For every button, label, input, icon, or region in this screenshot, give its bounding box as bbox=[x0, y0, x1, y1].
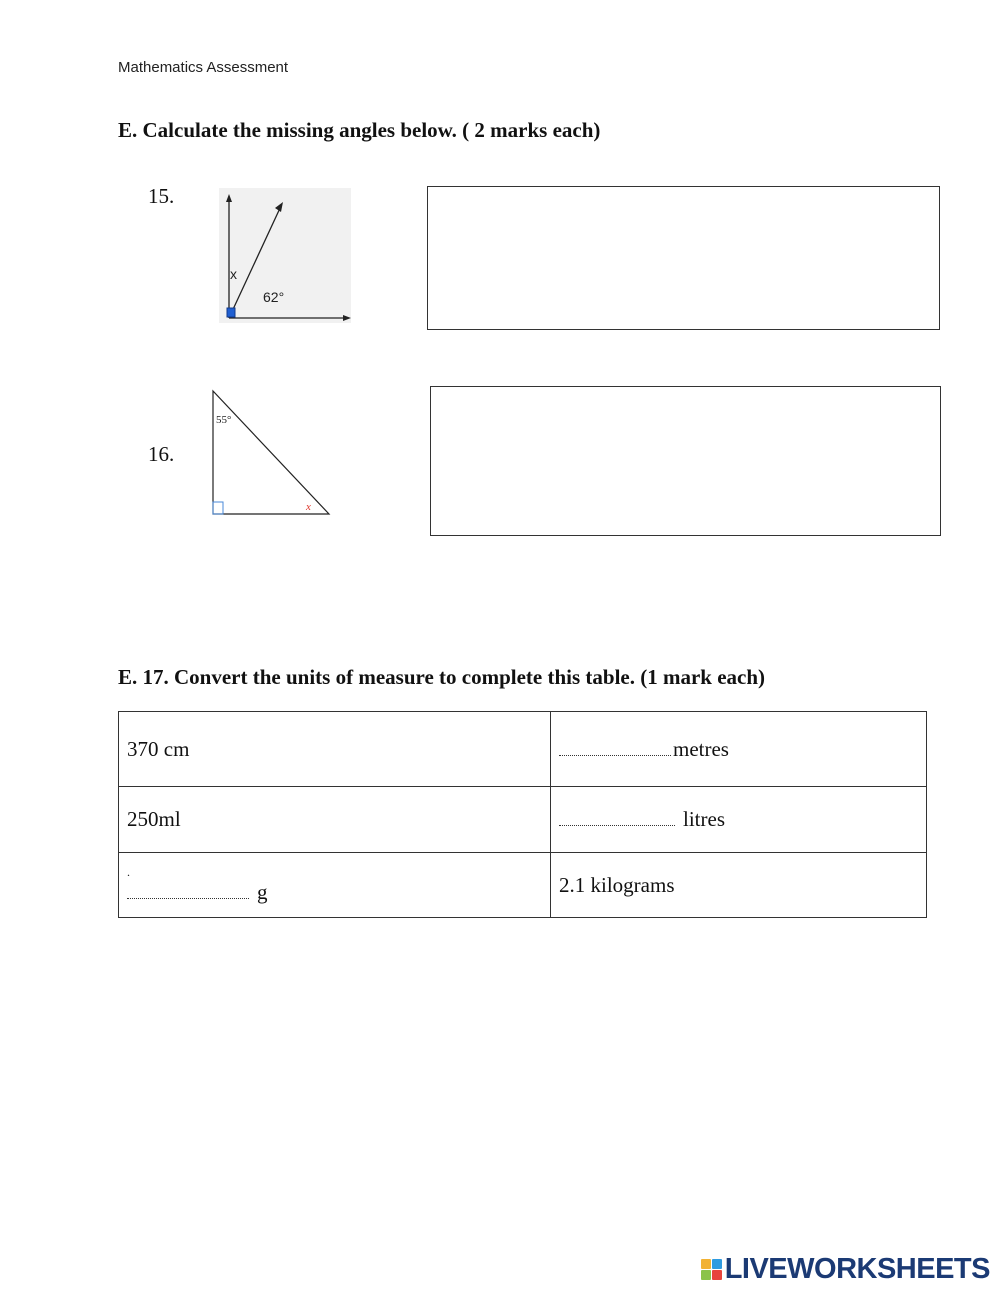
given-value: 370 cm bbox=[127, 736, 190, 761]
question-15-answer-box[interactable] bbox=[427, 186, 940, 330]
table-cell bbox=[119, 712, 551, 787]
table-cell[interactable] bbox=[551, 712, 927, 787]
known-angle-label: 55° bbox=[216, 414, 232, 426]
question-15-number: 15. bbox=[148, 184, 175, 208]
unit-label: metres bbox=[673, 736, 729, 761]
question-16-answer-box[interactable] bbox=[430, 386, 941, 536]
answer-blank[interactable] bbox=[127, 898, 249, 899]
known-angle-label: 62° bbox=[263, 289, 285, 305]
unknown-angle-label: x bbox=[306, 501, 311, 513]
question-16-number: 16. bbox=[148, 442, 175, 466]
table-row bbox=[119, 787, 927, 853]
table-row bbox=[119, 712, 927, 787]
question-15-figure bbox=[219, 188, 351, 323]
table-row bbox=[119, 853, 927, 918]
table-cell bbox=[551, 853, 927, 918]
document-header: Mathematics Assessment bbox=[118, 59, 289, 76]
table-cell[interactable] bbox=[119, 853, 551, 918]
table-cell bbox=[119, 787, 551, 853]
answer-blank[interactable] bbox=[559, 825, 675, 826]
given-value: 250ml bbox=[127, 807, 181, 831]
angle-diagram bbox=[219, 188, 351, 323]
answer-blank[interactable] bbox=[559, 755, 671, 756]
logo-mark-icon bbox=[701, 1259, 722, 1280]
angles-section-title: E. Calculate the missing angles below. ( 2 marks each) bbox=[118, 118, 601, 142]
unknown-angle-label: x bbox=[230, 266, 237, 282]
unit-label: litres bbox=[683, 807, 725, 831]
conversion-table bbox=[118, 711, 927, 918]
logo-text: LIVEWORKSHEETS bbox=[724, 1253, 990, 1285]
unit-label: g bbox=[257, 879, 268, 904]
triangle-diagram bbox=[208, 388, 334, 518]
liveworksheets-logo bbox=[701, 1253, 990, 1286]
question-16-figure bbox=[208, 388, 334, 518]
given-value: 2.1 kilograms bbox=[559, 872, 675, 897]
table-cell[interactable] bbox=[551, 787, 927, 853]
convert-section-title: E. 17. Convert the units of measure to complete this table. (1 mark each) bbox=[118, 665, 766, 689]
stray-dot: . bbox=[127, 864, 130, 879]
